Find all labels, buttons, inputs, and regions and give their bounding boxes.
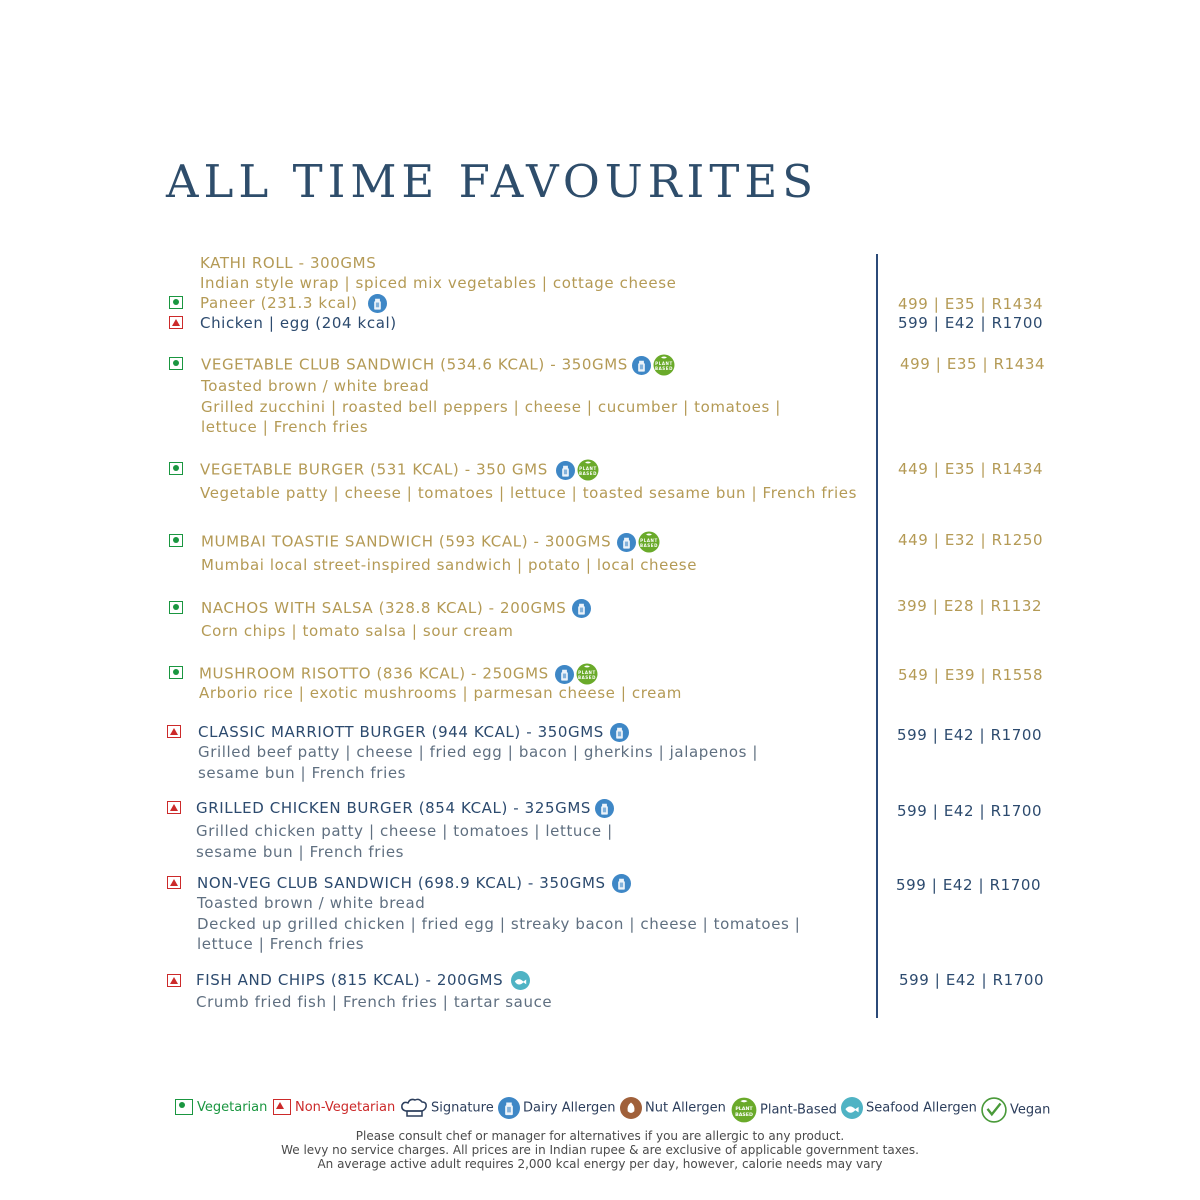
item-price: 499 | E35 | R1434 — [898, 295, 1044, 313]
item-price: 599 | E42 | R1700 — [897, 726, 1043, 744]
item-description: Vegetable patty | cheese | tomatoes | lettuce | toasted sesame bun | French fries — [200, 484, 858, 502]
item-name: FISH AND CHIPS (815 KCAL) - 200GMS — [196, 970, 530, 990]
item-price: 449 | E32 | R1250 — [898, 531, 1044, 549]
variant-label: Paneer (231.3 kcal) — [200, 293, 387, 313]
non-vegetarian-icon — [167, 725, 181, 738]
item-description: Decked up grilled chicken | fried egg | streaky bacon | cheese | tomatoes | — [197, 915, 801, 933]
item-name: NON-VEG CLUB SANDWICH (698.9 KCAL) - 350GMS — [197, 873, 631, 893]
item-description: Arborio rice | exotic mushrooms | parmesan cheese | cream — [199, 684, 682, 702]
seafood-allergen-icon — [511, 971, 530, 990]
vegetarian-icon — [175, 1099, 193, 1115]
seafood-allergen-icon — [841, 1097, 863, 1119]
legend-vegan: Vegan — [981, 1097, 1050, 1119]
item-name: CLASSIC MARRIOTT BURGER (944 KCAL) - 350GMS — [198, 722, 629, 742]
item-price: 599 | E42 | R1700 — [897, 802, 1043, 820]
item-name: VEGETABLE CLUB SANDWICH (534.6 KCAL) - 350GMS — [201, 354, 675, 376]
legend-plant-based: Plant-Based — [731, 1097, 837, 1119]
nut-allergen-icon — [620, 1097, 642, 1119]
vegetarian-icon — [169, 666, 183, 679]
dairy-allergen-icon — [612, 874, 631, 893]
dairy-allergen-icon — [572, 599, 591, 618]
item-price: 599 | E42 | R1700 — [896, 876, 1042, 894]
item-price: 499 | E35 | R1434 — [900, 355, 1046, 373]
item-price: 599 | E42 | R1700 — [898, 314, 1044, 332]
legend-seafood-allergen: Seafood Allergen — [841, 1097, 977, 1119]
item-description: Mumbai local street-inspired sandwich | potato | local cheese — [201, 556, 698, 574]
dairy-allergen-icon — [632, 356, 651, 375]
non-vegetarian-icon — [273, 1099, 291, 1115]
item-price: 399 | E28 | R1132 — [897, 597, 1043, 615]
item-description: sesame bun | French fries — [196, 843, 405, 861]
legend-vegetarian: Vegetarian — [175, 1097, 267, 1119]
allergy-note: Please consult chef or manager for alternatives if you are allergic to any product. — [355, 1129, 845, 1143]
vegan-icon — [981, 1097, 1007, 1123]
dairy-allergen-icon — [610, 723, 629, 742]
page-title: ALL TIME FAVOURITES — [166, 155, 819, 208]
dairy-allergen-icon — [556, 461, 575, 480]
item-name: GRILLED CHICKEN BURGER (854 KCAL) - 325GMS — [196, 798, 614, 818]
item-description: Indian style wrap | spiced mix vegetables | cottage cheese — [200, 274, 677, 292]
vegetarian-icon — [169, 534, 183, 547]
item-name: MUSHROOM RISOTTO (836 KCAL) - 250GMS — [199, 663, 598, 685]
item-name: NACHOS WITH SALSA (328.8 KCAL) - 200GMS — [201, 598, 591, 618]
non-vegetarian-icon — [167, 974, 181, 987]
vegetarian-icon — [169, 462, 183, 475]
item-description: Grilled chicken patty | cheese | tomatoes | lettuce | — [196, 822, 613, 840]
non-vegetarian-icon — [169, 316, 183, 329]
legend-non-vegetarian: Non-Vegetarian — [273, 1097, 395, 1119]
plant-based-icon — [577, 459, 599, 481]
column-divider — [876, 254, 878, 1018]
pricing-note: We levy no service charges. All prices are in Indian rupee & are exclusive of applicable government taxes. — [281, 1143, 919, 1157]
item-description: lettuce | French fries — [197, 935, 365, 953]
item-description: Grilled zucchini | roasted bell peppers | cheese | cucumber | tomatoes | — [201, 398, 781, 416]
item-price: 599 | E42 | R1700 — [899, 971, 1045, 989]
non-vegetarian-icon — [167, 801, 181, 814]
plant-based-icon — [653, 354, 675, 376]
legend-dairy-allergen: Dairy Allergen — [498, 1097, 615, 1119]
dairy-allergen-icon — [498, 1097, 520, 1119]
vegetarian-icon — [169, 296, 183, 309]
non-vegetarian-icon — [167, 876, 181, 889]
dairy-allergen-icon — [368, 294, 387, 313]
item-description: lettuce | French fries — [201, 418, 369, 436]
item-price: 549 | E39 | R1558 — [898, 666, 1044, 684]
vegetarian-icon — [169, 601, 183, 614]
item-description: Crumb fried fish | French fries | tartar sauce — [196, 993, 553, 1011]
item-description: Grilled beef patty | cheese | fried egg | bacon | gherkins | jalapenos | — [198, 743, 759, 761]
dairy-allergen-icon — [555, 665, 574, 684]
calorie-note: An average active adult requires 2,000 kcal energy per day, however, calorie needs may vary — [317, 1157, 883, 1171]
plant-based-icon — [576, 663, 598, 685]
item-description: Corn chips | tomato salsa | sour cream — [201, 622, 514, 640]
variant-label: Chicken | egg (204 kcal) — [200, 314, 397, 332]
item-name: VEGETABLE BURGER (531 KCAL) - 350 GMS — [200, 459, 599, 481]
chef-hat-icon — [400, 1097, 428, 1119]
legend-nut-allergen: Nut Allergen — [620, 1097, 726, 1119]
plant-based-icon — [731, 1097, 757, 1123]
vegetarian-icon — [169, 357, 183, 370]
dairy-allergen-icon — [595, 799, 614, 818]
item-price: 449 | E35 | R1434 — [898, 460, 1044, 478]
legend-signature: Signature — [400, 1097, 494, 1119]
dairy-allergen-icon — [617, 533, 636, 552]
item-description: sesame bun | French fries — [198, 764, 407, 782]
item-name: MUMBAI TOASTIE SANDWICH (593 KCAL) - 300GMS — [201, 531, 660, 553]
plant-based-icon — [638, 531, 660, 553]
item-description: Toasted brown / white bread — [197, 894, 426, 912]
item-description: Toasted brown / white bread — [201, 377, 430, 395]
item-name: KATHI ROLL - 300GMS — [200, 254, 377, 272]
